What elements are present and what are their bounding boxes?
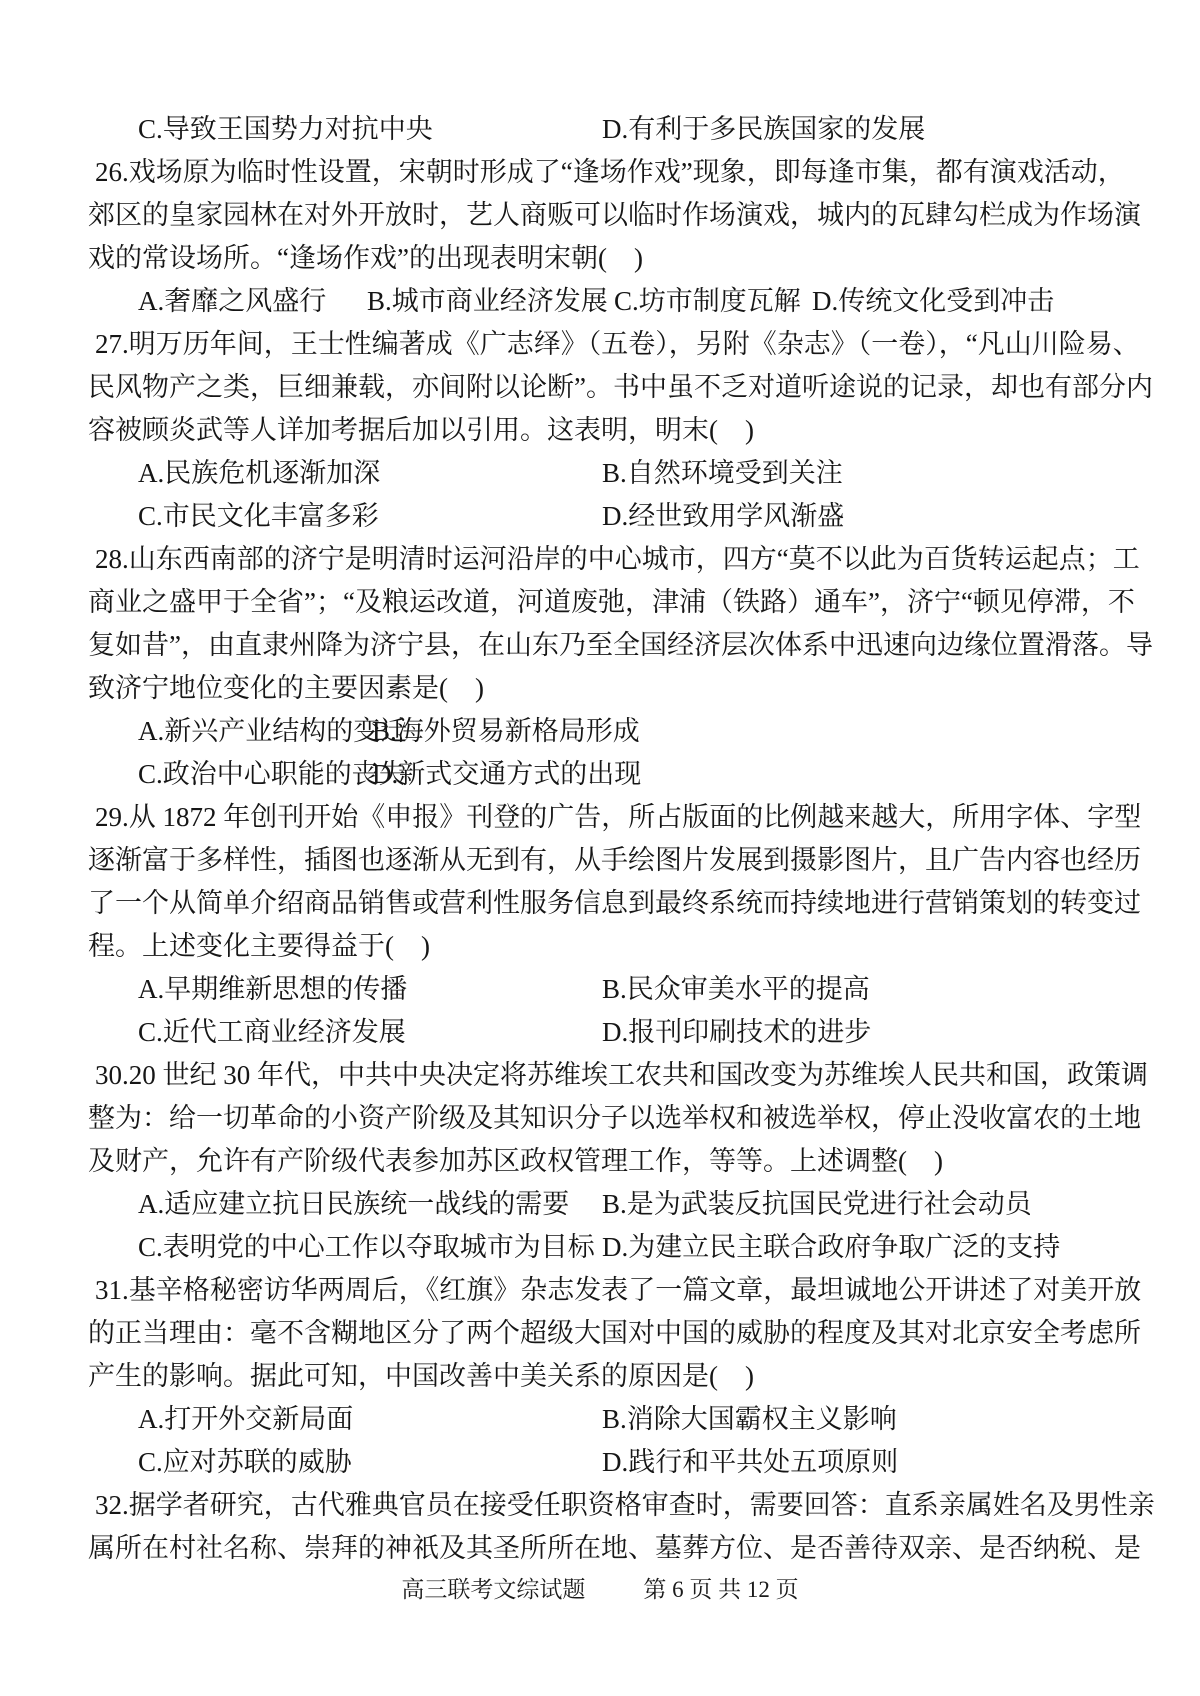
q30-options-ab	[0, 1183, 1200, 1226]
q31-option-d: D.践行和平共处五项原则	[602, 1447, 899, 1477]
q32-stem-line2	[0, 1527, 1200, 1570]
text-run: 30.20 世纪 30 年代，中共中央决定将苏维埃工农共和国改变为苏维埃人民共和国，政策调	[95, 1060, 1148, 1090]
q28-options-cd	[0, 753, 1200, 796]
q31-stem-line2	[0, 1312, 1200, 1355]
q29-option-b: B.民众审美水平的提高	[602, 974, 870, 1004]
text-run: 民风物产之类，巨细兼载，亦间附以论断”。书中虽不乏对道听途说的记录，却也有部分内	[88, 372, 1153, 402]
text-run: 郊区的皇家园林在对外开放时，艺人商贩可以临时作场演戏，城内的瓦肆勾栏成为作场演	[88, 200, 1141, 230]
q27-options-cd	[0, 495, 1200, 538]
text-run: 31.基辛格秘密访华两周后，《红旗》杂志发表了一篇文章，最坦诚地公开讲述了对美开放	[95, 1275, 1142, 1305]
text-run: 整为：给一切革命的小资产阶级及其知识分子以选举权和被选举权，停止没收富农的土地	[88, 1103, 1141, 1133]
q25-options-cd	[0, 108, 1200, 151]
q31-option-c: C.应对苏联的威胁	[138, 1447, 352, 1477]
q28-option-d: D.新式交通方式的出现	[372, 759, 642, 789]
q26-option-a: A.奢靡之风盛行	[138, 286, 327, 316]
text-run: 产生的影响。据此可知，中国改善中美关系的原因是( )	[88, 1361, 754, 1391]
text-run: 26.戏场原为临时性设置，宋朝时形成了“逢场作戏”现象，即每逢市集，都有演戏活动，	[95, 157, 1125, 187]
q29-options-ab	[0, 968, 1200, 1011]
q27-option-c: C.市民文化丰富多彩	[138, 501, 379, 531]
q32-stem-line1	[0, 1484, 1200, 1527]
q30-option-b: B.是为武装反抗国民党进行社会动员	[602, 1189, 1032, 1219]
q31-option-a: A.打开外交新局面	[138, 1404, 354, 1434]
q26-option-b: B.城市商业经济发展	[367, 286, 608, 316]
q27-stem-line2	[0, 366, 1200, 409]
q30-option-a: A.适应建立抗日民族统一战线的需要	[138, 1189, 570, 1219]
q29-stem-line1	[0, 796, 1200, 839]
q27-options-ab	[0, 452, 1200, 495]
q29-stem-line3	[0, 882, 1200, 925]
q31-options-ab	[0, 1398, 1200, 1441]
q27-option-b: B.自然环境受到关注	[602, 458, 843, 488]
q26-options	[0, 280, 1200, 323]
q26-option-d: D.传统文化受到冲击	[812, 286, 1055, 316]
text-run: 28.山东西南部的济宁是明清时运河沿岸的中心城市，四方“莫不以此为百货转运起点；工	[95, 544, 1140, 574]
page-footer	[0, 1568, 1200, 1611]
q26-option-c: C.坊市制度瓦解	[614, 286, 801, 316]
q30-stem-line3	[0, 1140, 1200, 1183]
text-run: 复如昔”，由直隶州降为济宁县，在山东乃至全国经济层次体系中迅速向边缘位置滑落。导	[88, 630, 1153, 660]
q26-stem-line2	[0, 194, 1200, 237]
q30-option-c: C.表明党的中心工作以夺取城市为目标	[138, 1232, 595, 1262]
text-run: 32.据学者研究，古代雅典官员在接受任职资格审查时，需要回答：直系亲属姓名及男性亲	[95, 1490, 1155, 1520]
text-run: 了一个从简单介绍商品销售或营利性服务信息到最终系统而持续地进行营销策划的转变过	[88, 888, 1141, 918]
q27-stem-line3	[0, 409, 1200, 452]
q28-option-a: A.新兴产业结构的变迁	[138, 716, 408, 746]
text-run: 容被顾炎武等人详加考据后加以引用。这表明，明末( )	[88, 415, 754, 445]
q29-options-cd	[0, 1011, 1200, 1054]
text-run: 属所在村社名称、崇拜的神祇及其圣所所在地、墓葬方位、是否善待双亲、是否纳税、是	[88, 1533, 1141, 1563]
text-run: 27.明万历年间，王士性编著成《广志绎》（五卷），另附《杂志》（一卷），“凡山川险易、	[95, 329, 1140, 359]
footer-page-number: 第 6 页 共 12 页	[643, 1577, 799, 1602]
q30-stem-line2	[0, 1097, 1200, 1140]
q28-option-b: B.海外贸易新格局形成	[372, 716, 640, 746]
q28-stem-line2	[0, 581, 1200, 624]
q28-options-ab	[0, 710, 1200, 753]
q29-stem-line4	[0, 925, 1200, 968]
text-run: 程。上述变化主要得益于( )	[88, 931, 430, 961]
q30-option-d: D.为建立民主联合政府争取广泛的支持	[602, 1232, 1061, 1262]
q29-stem-line2	[0, 839, 1200, 882]
text-run: 29.从 1872 年创刊开始《申报》刊登的广告，所占版面的比例越来越大，所用字体、字型	[95, 802, 1142, 832]
q28-option-c: C.政治中心职能的丧失	[138, 759, 406, 789]
q29-option-d: D.报刊印刷技术的进步	[602, 1017, 872, 1047]
q25-option-c: C.导致王国势力对抗中央	[138, 114, 433, 144]
text-run: 商业之盛甲于全省”；“及粮运改道，河道废弛，津浦（铁路）通车”，济宁“顿见停滞，不	[88, 587, 1135, 617]
q27-stem-line1	[0, 323, 1200, 366]
text-run: 戏的常设场所。“逢场作戏”的出现表明宋朝( )	[88, 243, 643, 273]
q28-stem-line4	[0, 667, 1200, 710]
q30-options-cd	[0, 1226, 1200, 1269]
text-run: 的正当理由：毫不含糊地区分了两个超级大国对中国的威胁的程度及其对北京安全考虑所	[88, 1318, 1141, 1348]
q31-options-cd	[0, 1441, 1200, 1484]
text-run: 逐渐富于多样性，插图也逐渐从无到有，从手绘图片发展到摄影图片，且广告内容也经历	[88, 845, 1141, 875]
q31-stem-line3	[0, 1355, 1200, 1398]
q28-stem-line3	[0, 624, 1200, 667]
q28-stem-line1	[0, 538, 1200, 581]
footer-exam-title: 高三联考文综试题	[401, 1577, 586, 1602]
q29-option-c: C.近代工商业经济发展	[138, 1017, 406, 1047]
q31-option-b: B.消除大国霸权主义影响	[602, 1404, 897, 1434]
q31-stem-line1	[0, 1269, 1200, 1312]
q30-stem-line1	[0, 1054, 1200, 1097]
text-run: 致济宁地位变化的主要因素是( )	[88, 673, 484, 703]
q29-option-a: A.早期维新思想的传播	[138, 974, 408, 1004]
q27-option-d: D.经世致用学风渐盛	[602, 501, 845, 531]
q26-stem-line1	[0, 151, 1200, 194]
text-run: 及财产，允许有产阶级代表参加苏区政权管理工作，等等。上述调整( )	[88, 1146, 943, 1176]
q25-option-d: D.有利于多民族国家的发展	[602, 114, 926, 144]
q26-stem-line3	[0, 237, 1200, 280]
exam-body	[0, 108, 1200, 1570]
q27-option-a: A.民族危机逐渐加深	[138, 458, 381, 488]
